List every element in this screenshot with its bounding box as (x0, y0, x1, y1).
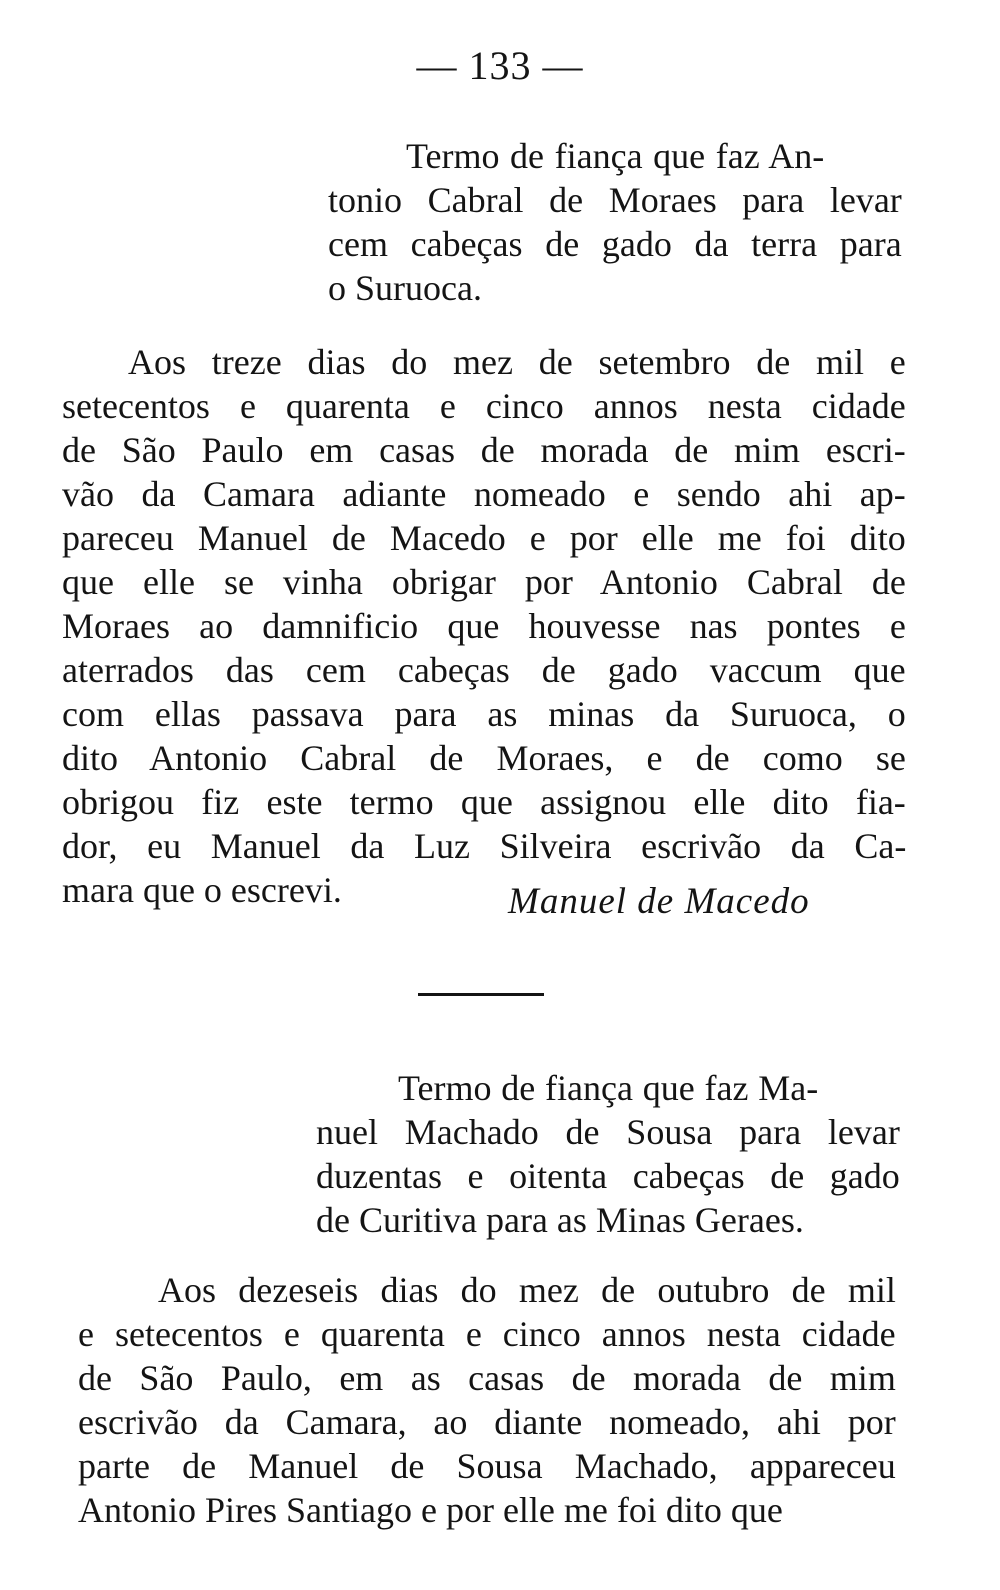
body-line: Aos dezeseis dias do mez de outubro de mil (158, 1270, 896, 1310)
heading-line: Termo de fiança que faz An- (406, 136, 825, 176)
body-line: Aos treze dias do mez de setembro de mil e (128, 342, 906, 382)
body-line: aterrados das cem cabeças de gado vaccum que (62, 650, 906, 690)
body-line: escrivão da Camara, ao diante nomeado, ahi por (78, 1402, 896, 1442)
body-line: parte de Manuel de Sousa Machado, appareceu (78, 1446, 896, 1486)
entry-body-1 (62, 340, 906, 912)
body-line: de São Paulo, em as casas de morada de mim (78, 1358, 896, 1398)
body-line: Moraes ao damnificio que houvesse nas pontes e (62, 606, 906, 646)
heading-line: nuel Machado de Sousa para levar (316, 1112, 900, 1152)
heading-line: cem cabeças de gado da terra para (328, 224, 902, 264)
entry-heading-1 (328, 134, 902, 310)
body-line: pareceu Manuel de Macedo e por elle me foi dito (62, 518, 906, 558)
signature: Manuel de Macedo (508, 881, 810, 922)
body-line: mara que o escrevi. (62, 870, 342, 910)
entry-body-2 (78, 1268, 896, 1532)
section-divider (418, 993, 544, 996)
heading-line: o Suruoca. (328, 268, 482, 308)
body-line: vão da Camara adiante nomeado e sendo ahi ap- (62, 474, 906, 514)
body-line: dor, eu Manuel da Luz Silveira escrivão da Ca- (62, 826, 907, 866)
body-line: setecentos e quarenta e cinco annos nesta cidade (62, 386, 906, 426)
body-line: Antonio Pires Santiago e por elle me foi dito que (78, 1490, 783, 1530)
body-line: com ellas passava para as minas da Suruoca, o (62, 694, 906, 734)
body-line: e setecentos e quarenta e cinco annos nesta cidade (78, 1314, 896, 1354)
heading-line: tonio Cabral de Moraes para levar (328, 180, 902, 220)
body-line: que elle se vinha obrigar por Antonio Cabral de (62, 562, 906, 602)
heading-line: Termo de fiança que faz Ma- (398, 1068, 819, 1108)
heading-line: de Curitiva para as Minas Geraes. (316, 1200, 804, 1240)
entry-heading-2 (316, 1066, 900, 1242)
heading-line: duzentas e oitenta cabeças de gado (316, 1156, 900, 1196)
body-line: de São Paulo em casas de morada de mim escri- (62, 430, 906, 470)
body-line: obrigou fiz este termo que assignou elle dito fia- (62, 782, 906, 822)
body-line: dito Antonio Cabral de Moraes, e de como se (62, 738, 906, 778)
page-number: — 133 — (416, 43, 584, 88)
